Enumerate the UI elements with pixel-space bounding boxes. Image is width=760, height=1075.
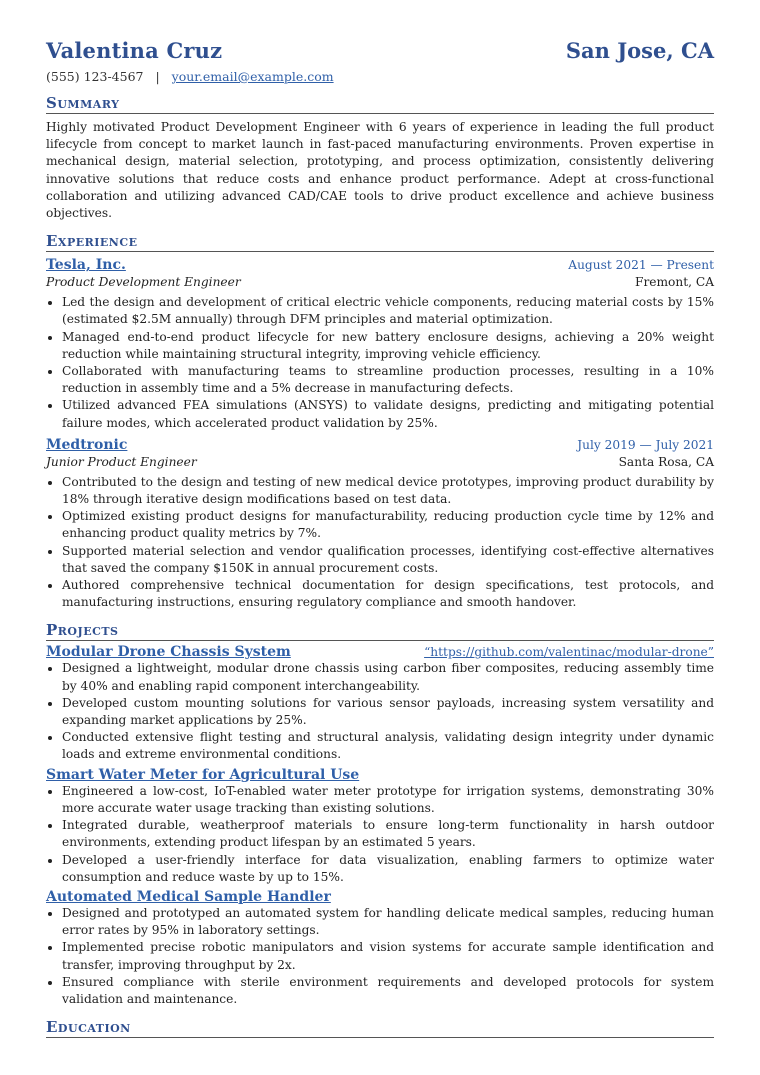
project-entry [46,889,714,1008]
candidate-name: Valentina Cruz [46,38,223,63]
bullet-item: • Authored comprehensive technical documentation for design specifications, test protocols, and manufacturing instructions, ensuring regulatory compliance and smooth handover. [62,577,714,611]
company-link[interactable]: Medtronic [46,436,128,453]
experience-heading: Experience [46,232,714,252]
bullet-item: • Integrated durable, weatherproof materials to ensure long-term functionality in harsh outdoor environments, extending product lifespan by an estimated 5 years. [62,817,714,851]
company-link[interactable]: Tesla, Inc. [46,257,126,274]
bullet-item: • Collaborated with manufacturing teams to streamline production processes, resulting in a 10% reduction in assembly time and a 5% decrease in manufacturing defects. [62,363,714,397]
job-dates: July 2019 — July 2021 [577,437,714,452]
project-title-link[interactable]: Automated Medical Sample Handler [46,888,331,905]
project-bullets [46,783,714,886]
bullet-item: • Developed a user-friendly interface for data visualization, enabling farmers to optimize water consumption and reduce waste by up to 15%. [62,852,714,886]
bullet-item: • Engineered a low-cost, IoT-enabled water meter prototype for irrigation systems, demonstrating 30% more accurate water usage tracking than existing solutions. [62,783,714,817]
job-dates: August 2021 — Present [568,258,714,273]
education-heading: Education [46,1018,714,1038]
job-role: Junior Product Engineer [46,454,197,469]
project-bullets [46,905,714,1008]
job-bullets [46,474,714,612]
job-location: Fremont, CA [634,275,714,290]
contact-separator: | [155,69,160,84]
bullet-item: • Developed custom mounting solutions for various sensor payloads, increasing system versatility and expanding market applications by 25%. [62,695,714,729]
bullet-item: • Managed end-to-end product lifecycle for new battery enclosure designs, achieving a 20% weight reduction while maintaining structural integrity, improving vehicle efficiency. [62,329,714,363]
candidate-location: San Jose, CA [565,38,714,63]
bullet-item: • Supported material selection and vendor qualification processes, identifying cost-effective alternatives that saved the company $150K in annual procurement costs. [62,543,714,577]
project-title-link[interactable]: Smart Water Meter for Agricultural Use [46,766,360,783]
job-entry [46,257,714,432]
projects-heading: Projects [46,621,714,641]
job-bullets [46,294,714,432]
contact-line [46,69,714,84]
bullet-item: • Designed and prototyped an automated system for handling delicate medical samples, reducing human error rates by 95% in laboratory settings. [62,905,714,939]
phone-number: (555) 123-4567 [46,69,144,84]
bullet-item: • Designed a lightweight, modular drone chassis using carbon fiber composites, reducing assembly time by 40% and enabling rapid component interchangeability. [62,660,714,694]
bullet-item: • Conducted extensive flight testing and structural analysis, validating design integrity under dynamic loads and extreme environmental conditions. [62,729,714,763]
project-entry [46,767,714,886]
project-title-link[interactable]: Modular Drone Chassis System [46,644,291,661]
email-link[interactable]: your.email@example.com [171,69,334,84]
job-location: Santa Rosa, CA [618,454,714,469]
bullet-item: • Optimized existing product designs for manufacturability, reducing production cycle time by 12% and enhancing product quality metrics by 7%. [62,508,714,542]
bullet-item: • Led the design and development of critical electric vehicle components, reducing material costs by 15% (estimated $2.5M annually) through DFM principles and material optimization. [62,294,714,328]
project-url-link[interactable]: “https://github.com/valentinac/modular-drone” [424,645,714,660]
bullet-item: • Implemented precise robotic manipulators and vision systems for accurate sample identification and transfer, improving throughput by 2x. [62,939,714,973]
job-role: Product Development Engineer [46,275,241,290]
bullet-item: • Utilized advanced FEA simulations (ANSYS) to validate designs, predicting and mitigating potential failure modes, which accelerated product validation by 25%. [62,397,714,431]
bullet-item: • Ensured compliance with sterile environment requirements and developed protocols for system validation and maintenance. [62,974,714,1008]
project-bullets [46,660,714,763]
summary-heading: Summary [46,94,714,114]
summary-text: Highly motivated Product Development Engineer with 6 years of experience in leading the full product lifecycle from concept to market launch in fast-paced manufacturing environments. Proven expertise in mechanical design, material selection, prototyping, and process optimization, consistently delivering innovative solutions that reduce costs and enhance product performance. Adept at cross-functional collaboration and utilizing advanced CAD/CAE tools to drive product excellence and achieve business objectives. [46,120,714,221]
bullet-item: • Contributed to the design and testing of new medical device prototypes, improving product durability by 18% through iterative design modifications based on test data. [62,474,714,508]
job-entry [46,437,714,612]
project-entry [46,644,714,763]
resume-header [46,38,714,63]
